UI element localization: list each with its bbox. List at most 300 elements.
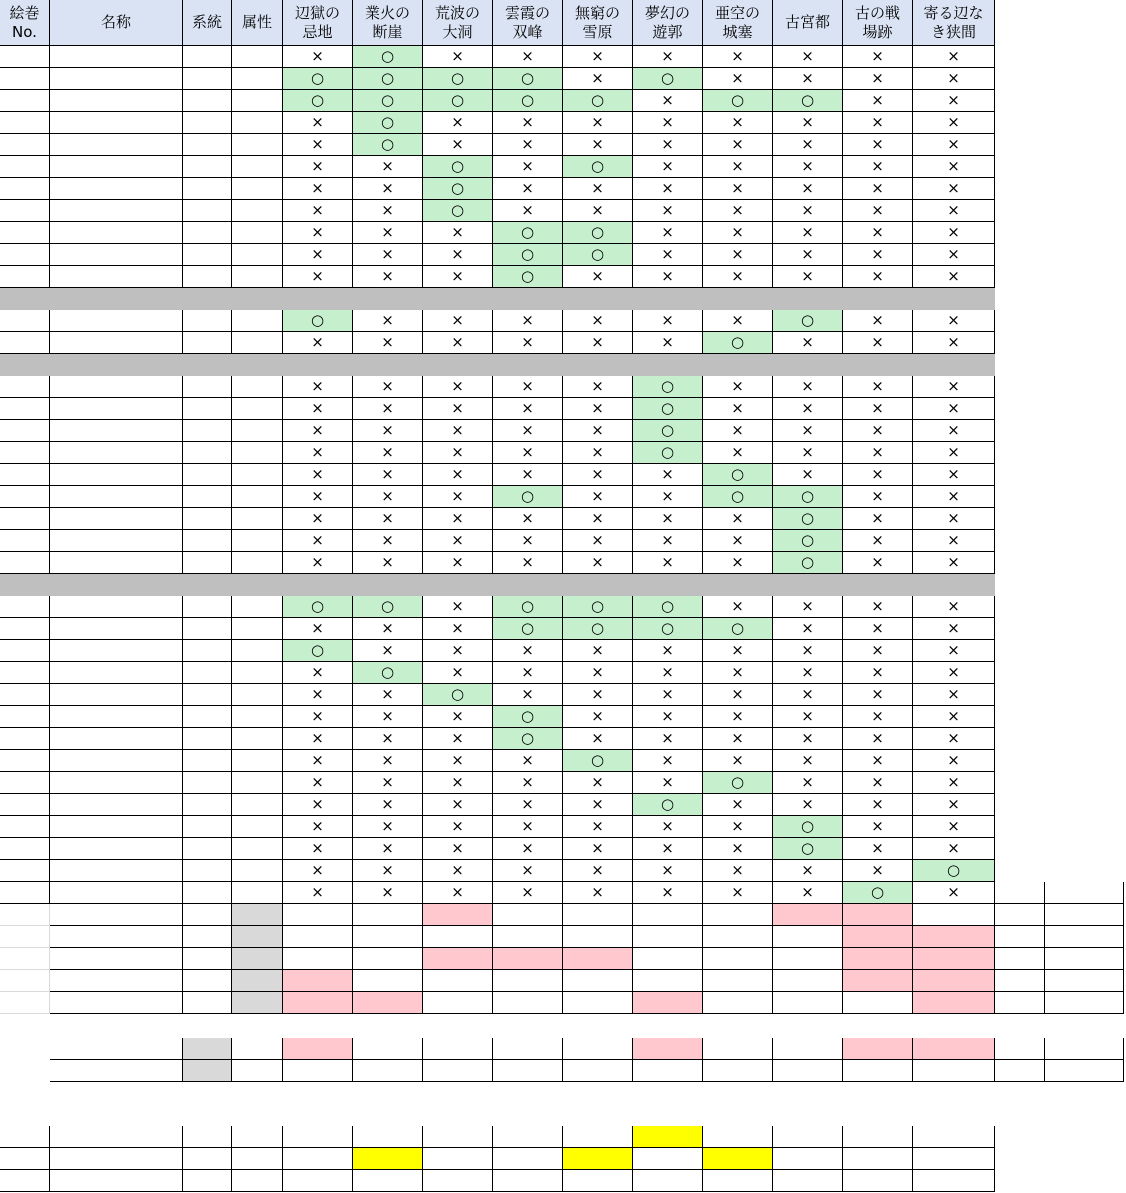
row-zok[interactable]	[232, 750, 283, 772]
area-cell[interactable]: ×	[493, 112, 563, 134]
row-zok[interactable]	[232, 310, 283, 332]
area-cell[interactable]: ×	[283, 508, 353, 530]
row-kei[interactable]	[183, 310, 232, 332]
area-cell[interactable]: ×	[773, 266, 843, 288]
area-cell[interactable]: ○	[353, 112, 423, 134]
area-cell[interactable]: ×	[283, 530, 353, 552]
area-cell[interactable]: ×	[353, 838, 423, 860]
area-cell[interactable]: ×	[913, 816, 995, 838]
row-name[interactable]	[50, 266, 183, 288]
area-cell[interactable]	[423, 1170, 493, 1192]
area-cell[interactable]: ×	[703, 838, 773, 860]
area-cell[interactable]: ○	[773, 508, 843, 530]
row-name[interactable]	[50, 684, 183, 706]
row-kei[interactable]	[183, 728, 232, 750]
row-no[interactable]	[0, 46, 50, 68]
area-cell[interactable]: ×	[283, 200, 353, 222]
area-cell[interactable]: ○	[493, 728, 563, 750]
area-cell[interactable]: ×	[563, 178, 633, 200]
area-cell[interactable]: ×	[563, 332, 633, 354]
area-cell[interactable]	[283, 1170, 353, 1192]
area-cell[interactable]: ×	[283, 376, 353, 398]
summary-value[interactable]	[703, 948, 773, 970]
area-cell[interactable]	[773, 1126, 843, 1148]
area-cell[interactable]: ×	[843, 596, 913, 618]
area-cell[interactable]: ×	[773, 332, 843, 354]
area-cell[interactable]: ○	[843, 882, 913, 904]
area-cell[interactable]: ○	[633, 68, 703, 90]
area-cell[interactable]: ×	[703, 596, 773, 618]
row-name[interactable]	[50, 332, 183, 354]
row-no[interactable]	[0, 750, 50, 772]
area-cell[interactable]: ×	[493, 156, 563, 178]
area-cell[interactable]: ×	[563, 464, 633, 486]
area-cell[interactable]: ×	[633, 530, 703, 552]
summary-label[interactable]	[50, 904, 183, 926]
summary-value[interactable]	[423, 970, 493, 992]
area-cell[interactable]: ×	[563, 112, 633, 134]
area-cell[interactable]: ×	[703, 552, 773, 574]
row-zok[interactable]	[232, 68, 283, 90]
row-name[interactable]	[50, 794, 183, 816]
row-no[interactable]	[0, 376, 50, 398]
area-cell[interactable]: ×	[773, 596, 843, 618]
area-cell[interactable]: ×	[283, 816, 353, 838]
row-kei[interactable]	[183, 882, 232, 904]
summary-value[interactable]	[283, 992, 353, 1014]
area-cell[interactable]: ×	[283, 662, 353, 684]
area-cell[interactable]: ×	[913, 552, 995, 574]
area-cell[interactable]: ×	[353, 728, 423, 750]
row-no[interactable]	[0, 398, 50, 420]
area-cell[interactable]: ×	[563, 486, 633, 508]
gray-cell[interactable]	[232, 992, 283, 1014]
summary-kinds[interactable]	[1045, 1038, 1124, 1060]
row-no[interactable]	[0, 1126, 50, 1148]
row-name[interactable]	[50, 244, 183, 266]
summary-kei[interactable]	[183, 904, 232, 926]
summary-value[interactable]	[493, 992, 563, 1014]
row-zok[interactable]	[232, 530, 283, 552]
area-cell[interactable]: ×	[353, 200, 423, 222]
row-name[interactable]	[50, 838, 183, 860]
summary-total[interactable]	[995, 992, 1045, 1014]
area-cell[interactable]: ×	[353, 376, 423, 398]
area-cell[interactable]: ○	[353, 90, 423, 112]
area-cell[interactable]: ×	[353, 640, 423, 662]
area-cell[interactable]: ○	[773, 816, 843, 838]
area-cell[interactable]: ○	[563, 596, 633, 618]
area-cell[interactable]: ×	[843, 420, 913, 442]
area-cell[interactable]: ×	[423, 442, 493, 464]
row-no[interactable]	[0, 266, 50, 288]
area-cell[interactable]: ○	[773, 486, 843, 508]
area-cell[interactable]: ○	[633, 376, 703, 398]
row-kei[interactable]	[183, 838, 232, 860]
header-area[interactable]: 古の戦 場跡	[843, 0, 913, 46]
summary-kei[interactable]	[183, 948, 232, 970]
summary-value[interactable]	[773, 1038, 843, 1060]
area-cell[interactable]: ×	[913, 112, 995, 134]
summary-value[interactable]	[283, 926, 353, 948]
area-cell[interactable]: ×	[563, 860, 633, 882]
area-cell[interactable]: ×	[843, 68, 913, 90]
area-cell[interactable]: ×	[703, 816, 773, 838]
area-cell[interactable]: ×	[773, 156, 843, 178]
area-cell[interactable]: ×	[493, 420, 563, 442]
area-cell[interactable]: ×	[843, 310, 913, 332]
row-zok[interactable]	[232, 486, 283, 508]
row-kei[interactable]	[183, 816, 232, 838]
area-cell[interactable]: ×	[913, 486, 995, 508]
header-kei[interactable]: 系統	[183, 0, 232, 46]
area-cell[interactable]: ×	[773, 68, 843, 90]
area-cell[interactable]: ×	[703, 530, 773, 552]
row-zok[interactable]	[232, 772, 283, 794]
area-cell[interactable]: ×	[563, 662, 633, 684]
area-cell[interactable]: ×	[353, 882, 423, 904]
row-zok[interactable]	[232, 266, 283, 288]
summary-value[interactable]	[493, 926, 563, 948]
area-cell[interactable]: ×	[283, 442, 353, 464]
area-cell[interactable]: ×	[563, 684, 633, 706]
area-cell[interactable]: ×	[563, 552, 633, 574]
area-cell[interactable]: ×	[423, 112, 493, 134]
row-name[interactable]	[50, 772, 183, 794]
row-zok[interactable]	[232, 134, 283, 156]
area-cell[interactable]: ×	[353, 178, 423, 200]
area-cell[interactable]	[353, 1148, 423, 1170]
row-no[interactable]	[0, 530, 50, 552]
row-kei[interactable]	[183, 46, 232, 68]
area-cell[interactable]: ×	[423, 134, 493, 156]
area-cell[interactable]: ○	[353, 134, 423, 156]
summary-value[interactable]	[703, 1060, 773, 1082]
area-cell[interactable]: ×	[283, 266, 353, 288]
area-cell[interactable]: ○	[633, 398, 703, 420]
area-cell[interactable]: ×	[843, 90, 913, 112]
row-zok[interactable]	[232, 596, 283, 618]
area-cell[interactable]: ×	[913, 464, 995, 486]
area-cell[interactable]: ×	[633, 178, 703, 200]
summary-value[interactable]	[843, 926, 913, 948]
row-no[interactable]	[0, 816, 50, 838]
area-cell[interactable]: ×	[843, 134, 913, 156]
summary-kinds[interactable]	[1045, 948, 1124, 970]
area-cell[interactable]: ×	[423, 508, 493, 530]
area-cell[interactable]: ×	[423, 596, 493, 618]
area-cell[interactable]: ○	[703, 332, 773, 354]
area-cell[interactable]: ×	[913, 530, 995, 552]
row-zok[interactable]	[232, 112, 283, 134]
area-cell[interactable]: ×	[703, 882, 773, 904]
area-cell[interactable]: ×	[423, 706, 493, 728]
summary-value[interactable]	[633, 992, 703, 1014]
area-cell[interactable]: ×	[703, 640, 773, 662]
area-cell[interactable]: ×	[913, 596, 995, 618]
area-cell[interactable]: ×	[633, 486, 703, 508]
row-no[interactable]	[0, 1148, 50, 1170]
summary-kei[interactable]	[183, 970, 232, 992]
area-cell[interactable]: ×	[773, 420, 843, 442]
summary-value[interactable]	[563, 992, 633, 1014]
area-cell[interactable]: ×	[843, 662, 913, 684]
summary-label[interactable]	[50, 926, 183, 948]
row-kei[interactable]	[183, 200, 232, 222]
area-cell[interactable]: ×	[563, 200, 633, 222]
summary-value[interactable]	[633, 970, 703, 992]
header-area[interactable]: 古宮都	[773, 0, 843, 46]
row-name[interactable]	[50, 596, 183, 618]
area-cell[interactable]: ○	[563, 156, 633, 178]
area-cell[interactable]: ○	[353, 596, 423, 618]
area-cell[interactable]: ×	[283, 244, 353, 266]
summary-value[interactable]	[843, 1038, 913, 1060]
row-kei[interactable]	[183, 244, 232, 266]
area-cell[interactable]	[283, 1148, 353, 1170]
area-cell[interactable]: ×	[703, 420, 773, 442]
summary-value[interactable]	[353, 948, 423, 970]
area-cell[interactable]: ×	[633, 156, 703, 178]
area-cell[interactable]: ×	[283, 794, 353, 816]
area-cell[interactable]: ×	[493, 860, 563, 882]
area-cell[interactable]: ×	[703, 706, 773, 728]
area-cell[interactable]: ○	[633, 618, 703, 640]
area-cell[interactable]: ○	[493, 618, 563, 640]
row-no[interactable]	[0, 508, 50, 530]
area-cell[interactable]: ×	[843, 266, 913, 288]
summary-total[interactable]	[995, 904, 1045, 926]
area-cell[interactable]: ×	[283, 552, 353, 574]
summary-value[interactable]	[913, 1060, 995, 1082]
area-cell[interactable]: ×	[423, 244, 493, 266]
area-cell[interactable]: ○	[423, 90, 493, 112]
area-cell[interactable]: ×	[913, 640, 995, 662]
area-cell[interactable]: ×	[843, 332, 913, 354]
header-area[interactable]: 業火の 断崖	[353, 0, 423, 46]
area-cell[interactable]: ×	[353, 860, 423, 882]
area-cell[interactable]: ×	[773, 244, 843, 266]
summary-value[interactable]	[913, 926, 995, 948]
row-name[interactable]	[50, 90, 183, 112]
summary-value[interactable]	[563, 1060, 633, 1082]
area-cell[interactable]	[843, 1126, 913, 1148]
area-cell[interactable]: ×	[633, 266, 703, 288]
row-name[interactable]	[50, 398, 183, 420]
area-cell[interactable]: ×	[633, 112, 703, 134]
area-cell[interactable]: ×	[283, 46, 353, 68]
row-zok[interactable]	[232, 442, 283, 464]
area-cell[interactable]: ○	[563, 90, 633, 112]
row-zok[interactable]	[232, 222, 283, 244]
area-cell[interactable]: ○	[423, 156, 493, 178]
row-name[interactable]	[50, 376, 183, 398]
area-cell[interactable]: ×	[913, 332, 995, 354]
area-cell[interactable]	[493, 1126, 563, 1148]
area-cell[interactable]: ×	[703, 222, 773, 244]
area-cell[interactable]: ×	[773, 46, 843, 68]
area-cell[interactable]: ×	[423, 420, 493, 442]
summary-value[interactable]	[493, 1060, 563, 1082]
summary-value[interactable]	[703, 926, 773, 948]
area-cell[interactable]: ×	[703, 662, 773, 684]
row-zok[interactable]	[232, 90, 283, 112]
area-cell[interactable]: ×	[633, 816, 703, 838]
area-cell[interactable]: ×	[493, 442, 563, 464]
area-cell[interactable]: ×	[703, 200, 773, 222]
area-cell[interactable]: ×	[773, 662, 843, 684]
area-cell[interactable]: ×	[773, 882, 843, 904]
area-cell[interactable]: ×	[353, 816, 423, 838]
total-header[interactable]	[995, 882, 1045, 904]
area-cell[interactable]: ×	[423, 662, 493, 684]
area-cell[interactable]: ×	[493, 178, 563, 200]
kinds-header[interactable]	[1045, 882, 1124, 904]
area-cell[interactable]: ×	[913, 222, 995, 244]
row-zok[interactable]	[232, 156, 283, 178]
area-cell[interactable]: ×	[843, 772, 913, 794]
area-cell[interactable]: ×	[913, 618, 995, 640]
area-cell[interactable]: ×	[913, 442, 995, 464]
area-cell[interactable]: ○	[493, 486, 563, 508]
area-cell[interactable]: ×	[283, 464, 353, 486]
area-cell[interactable]: ×	[703, 68, 773, 90]
area-cell[interactable]: ○	[493, 90, 563, 112]
area-cell[interactable]	[563, 1126, 633, 1148]
row-zok[interactable]	[232, 200, 283, 222]
row-name[interactable]	[50, 464, 183, 486]
summary-value[interactable]	[633, 926, 703, 948]
summary-value[interactable]	[773, 970, 843, 992]
area-cell[interactable]: ×	[913, 134, 995, 156]
summary-label[interactable]	[50, 970, 183, 992]
summary-value[interactable]	[353, 926, 423, 948]
area-cell[interactable]: ×	[423, 838, 493, 860]
area-cell[interactable]	[633, 1170, 703, 1192]
area-cell[interactable]: ×	[913, 838, 995, 860]
area-cell[interactable]: ×	[493, 662, 563, 684]
row-kei[interactable]	[183, 1170, 232, 1192]
area-cell[interactable]: ○	[703, 90, 773, 112]
summary-value[interactable]	[913, 1038, 995, 1060]
summary-value[interactable]	[563, 904, 633, 926]
row-kei[interactable]	[183, 684, 232, 706]
row-name[interactable]	[50, 134, 183, 156]
area-cell[interactable]: ×	[703, 46, 773, 68]
row-name[interactable]	[50, 552, 183, 574]
summary-label[interactable]	[50, 992, 183, 1014]
area-cell[interactable]: ×	[773, 794, 843, 816]
header-name[interactable]: 名称	[50, 0, 183, 46]
area-cell[interactable]: ×	[843, 728, 913, 750]
row-kei[interactable]	[183, 464, 232, 486]
row-no[interactable]	[0, 618, 50, 640]
area-cell[interactable]: ×	[913, 310, 995, 332]
area-cell[interactable]: ×	[773, 640, 843, 662]
row-name[interactable]	[50, 222, 183, 244]
row-no[interactable]	[0, 640, 50, 662]
area-cell[interactable]: ×	[703, 244, 773, 266]
area-cell[interactable]: ×	[563, 816, 633, 838]
area-cell[interactable]	[493, 1170, 563, 1192]
row-no[interactable]	[0, 596, 50, 618]
summary-total[interactable]	[995, 1060, 1045, 1082]
row-no[interactable]	[0, 1170, 50, 1192]
row-name[interactable]	[50, 860, 183, 882]
row-no[interactable]	[0, 420, 50, 442]
row-kei[interactable]	[183, 508, 232, 530]
area-cell[interactable]: ×	[353, 530, 423, 552]
area-cell[interactable]: ×	[703, 376, 773, 398]
area-cell[interactable]: ×	[913, 178, 995, 200]
area-cell[interactable]	[353, 1126, 423, 1148]
summary-value[interactable]	[843, 992, 913, 1014]
area-cell[interactable]: ×	[493, 46, 563, 68]
area-cell[interactable]: ○	[563, 618, 633, 640]
row-kei[interactable]	[183, 178, 232, 200]
row-no[interactable]	[0, 222, 50, 244]
area-cell[interactable]: ○	[283, 90, 353, 112]
area-cell[interactable]: ×	[703, 442, 773, 464]
area-cell[interactable]: ×	[493, 508, 563, 530]
area-cell[interactable]: ○	[353, 662, 423, 684]
area-cell[interactable]: ×	[703, 266, 773, 288]
area-cell[interactable]: ×	[773, 222, 843, 244]
area-cell[interactable]: ×	[353, 464, 423, 486]
row-name[interactable]	[50, 486, 183, 508]
area-cell[interactable]: ×	[633, 772, 703, 794]
summary-value[interactable]	[353, 1060, 423, 1082]
area-cell[interactable]: ○	[633, 420, 703, 442]
area-cell[interactable]: ○	[283, 640, 353, 662]
row-kei[interactable]	[183, 530, 232, 552]
area-cell[interactable]: ×	[563, 398, 633, 420]
area-cell[interactable]: ×	[843, 200, 913, 222]
area-cell[interactable]: ×	[913, 200, 995, 222]
area-cell[interactable]: ×	[843, 794, 913, 816]
area-cell[interactable]: ×	[423, 46, 493, 68]
row-name[interactable]	[50, 442, 183, 464]
area-cell[interactable]: ×	[843, 706, 913, 728]
area-cell[interactable]: ×	[283, 134, 353, 156]
summary-value[interactable]	[843, 970, 913, 992]
area-cell[interactable]: ×	[423, 486, 493, 508]
area-cell[interactable]: ×	[563, 772, 633, 794]
area-cell[interactable]: ×	[913, 68, 995, 90]
area-cell[interactable]: ○	[423, 684, 493, 706]
summary-label[interactable]	[50, 1060, 183, 1082]
area-cell[interactable]: ×	[423, 464, 493, 486]
row-zok[interactable]	[232, 46, 283, 68]
area-cell[interactable]: ×	[283, 112, 353, 134]
row-zok[interactable]	[232, 1148, 283, 1170]
area-cell[interactable]: ×	[773, 376, 843, 398]
area-cell[interactable]: ×	[563, 134, 633, 156]
area-cell[interactable]: ×	[633, 882, 703, 904]
summary-value[interactable]	[493, 970, 563, 992]
summary-value[interactable]	[563, 970, 633, 992]
row-zok[interactable]	[232, 376, 283, 398]
summary-value[interactable]	[493, 948, 563, 970]
area-cell[interactable]: ×	[353, 486, 423, 508]
area-cell[interactable]: ×	[283, 618, 353, 640]
area-cell[interactable]: ×	[493, 772, 563, 794]
area-cell[interactable]: ×	[353, 398, 423, 420]
area-cell[interactable]: ×	[283, 860, 353, 882]
row-kei[interactable]	[183, 860, 232, 882]
area-cell[interactable]: ×	[703, 398, 773, 420]
row-name[interactable]	[50, 112, 183, 134]
